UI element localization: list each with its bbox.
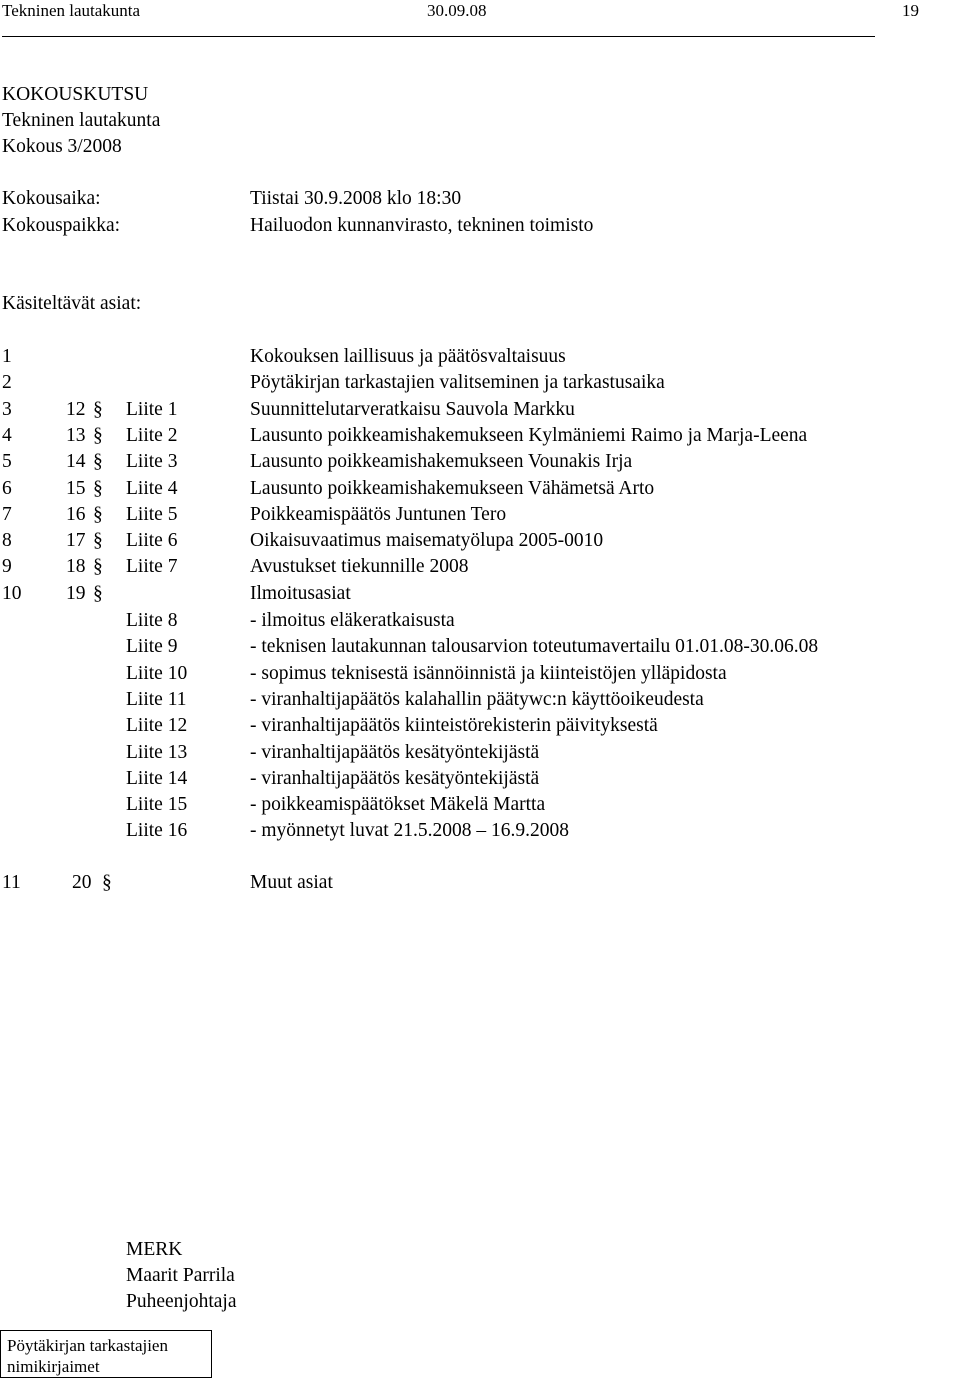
section-symbol: § — [93, 530, 103, 551]
item-number: 9 — [2, 556, 12, 577]
item-title: Lausunto poikkeamishakemukseen Kylmäniemi Raimo ja Marja-Leena — [250, 425, 808, 446]
meeting-time-value: Tiistai 30.9.2008 klo 18:30 — [250, 188, 462, 209]
item-title: Lausunto poikkeamishakemukseen Vähämetsä Arto — [250, 478, 655, 499]
attachment-label: Liite 12 — [126, 715, 188, 736]
item-title: Ilmoitusasiat — [250, 583, 351, 604]
attachment-label: Liite 6 — [126, 530, 178, 551]
section-symbol: § — [93, 583, 103, 604]
item-number: 10 — [2, 583, 22, 604]
header-date: 30.09.08 — [427, 1, 487, 20]
attachment-label: Liite 16 — [126, 820, 188, 841]
item-title: Oikaisuvaatimus maisematyölupa 2005-0010 — [250, 530, 604, 551]
notice-text: - sopimus teknisestä isännöinnistä ja kiinteistöjen ylläpidosta — [250, 663, 727, 684]
attachment-label: Liite 10 — [126, 663, 188, 684]
item-title: Poikkeamispäätös Juntunen Tero — [250, 504, 507, 525]
item-number: 11 — [2, 872, 21, 893]
section-symbol: § — [93, 504, 103, 525]
section-symbol: § — [93, 451, 103, 472]
notice-text: - ilmoitus eläkeratkaisusta — [250, 610, 455, 631]
meeting-place-label: Kokouspaikka: — [2, 215, 121, 236]
item-number: 8 — [2, 530, 12, 551]
agenda-title: Käsiteltävät asiat: — [2, 293, 142, 314]
notice-text: - myönnetyt luvat 21.5.2008 – 16.9.2008 — [250, 820, 570, 841]
section-symbol: § — [93, 399, 103, 420]
notice-text: - viranhaltijapäätös kiinteistörekisterin päivityksestä — [250, 715, 658, 736]
notice-text: - teknisen lautakunnan talousarvion toteutumavertailu 01.01.08-30.06.08 — [250, 636, 819, 657]
section-symbol: § — [93, 425, 103, 446]
section-symbol: § — [93, 556, 103, 577]
attachment-label: Liite 15 — [126, 794, 188, 815]
paragraph-number: 15 — [66, 478, 86, 499]
notice-text: - poikkeamispäätökset Mäkelä Martta — [250, 794, 546, 815]
signature-merk: MERK — [126, 1239, 183, 1260]
page-number: 19 — [902, 1, 919, 20]
attachment-label: Liite 11 — [126, 689, 187, 710]
document-title: KOKOUSKUTSU — [2, 84, 149, 105]
item-number: 1 — [2, 346, 12, 367]
initials-box-line1: Pöytäkirjan tarkastajien — [7, 1336, 168, 1355]
attachment-label: Liite 13 — [126, 742, 188, 763]
meeting-place-value: Hailuodon kunnanvirasto, tekninen toimisto — [250, 215, 594, 236]
section-symbol: § — [102, 872, 112, 893]
notice-text: - viranhaltijapäätös kalahallin päätywc:n käyttöoikeudesta — [250, 689, 704, 710]
meeting-time-label: Kokousaika: — [2, 188, 101, 209]
signature-name: Maarit Parrila — [126, 1265, 235, 1286]
item-title: Muut asiat — [250, 872, 333, 893]
item-title: Avustukset tiekunnille 2008 — [250, 556, 469, 577]
notice-text: - viranhaltijapäätös kesätyöntekijästä — [250, 742, 540, 763]
item-number: 3 — [2, 399, 12, 420]
paragraph-number: 16 — [66, 504, 86, 525]
header-committee: Tekninen lautakunta — [2, 1, 141, 20]
item-number: 4 — [2, 425, 12, 446]
attachment-label: Liite 8 — [126, 610, 178, 631]
paragraph-number: 14 — [66, 451, 86, 472]
item-number: 7 — [2, 504, 12, 525]
paragraph-number: 20 — [72, 872, 92, 893]
paragraph-number: 13 — [66, 425, 86, 446]
attachment-label: Liite 4 — [126, 478, 178, 499]
meeting-number: Kokous 3/2008 — [2, 136, 122, 157]
attachment-label: Liite 7 — [126, 556, 178, 577]
item-number: 2 — [2, 372, 12, 393]
section-symbol: § — [93, 478, 103, 499]
paragraph-number: 12 — [66, 399, 86, 420]
attachment-label: Liite 9 — [126, 636, 178, 657]
attachment-label: Liite 1 — [126, 399, 178, 420]
item-title: Pöytäkirjan tarkastajien valitseminen ja tarkastusaika — [250, 372, 665, 393]
paragraph-number: 18 — [66, 556, 86, 577]
paragraph-number: 17 — [66, 530, 86, 551]
initials-box-line2: nimikirjaimet — [7, 1357, 100, 1376]
item-title: Lausunto poikkeamishakemukseen Vounakis Irja — [250, 451, 633, 472]
attachment-label: Liite 5 — [126, 504, 178, 525]
initials-box — [0, 1330, 212, 1378]
committee-name: Tekninen lautakunta — [2, 110, 161, 131]
item-title: Suunnittelutarveratkaisu Sauvola Markku — [250, 399, 575, 420]
header-rule — [2, 36, 875, 37]
notice-text: - viranhaltijapäätös kesätyöntekijästä — [250, 768, 540, 789]
item-title: Kokouksen laillisuus ja päätösvaltaisuus — [250, 346, 566, 367]
attachment-label: Liite 14 — [126, 768, 188, 789]
paragraph-number: 19 — [66, 583, 86, 604]
signature-role: Puheenjohtaja — [126, 1291, 237, 1312]
attachment-label: Liite 3 — [126, 451, 178, 472]
item-number: 5 — [2, 451, 12, 472]
item-number: 6 — [2, 478, 12, 499]
attachment-label: Liite 2 — [126, 425, 178, 446]
